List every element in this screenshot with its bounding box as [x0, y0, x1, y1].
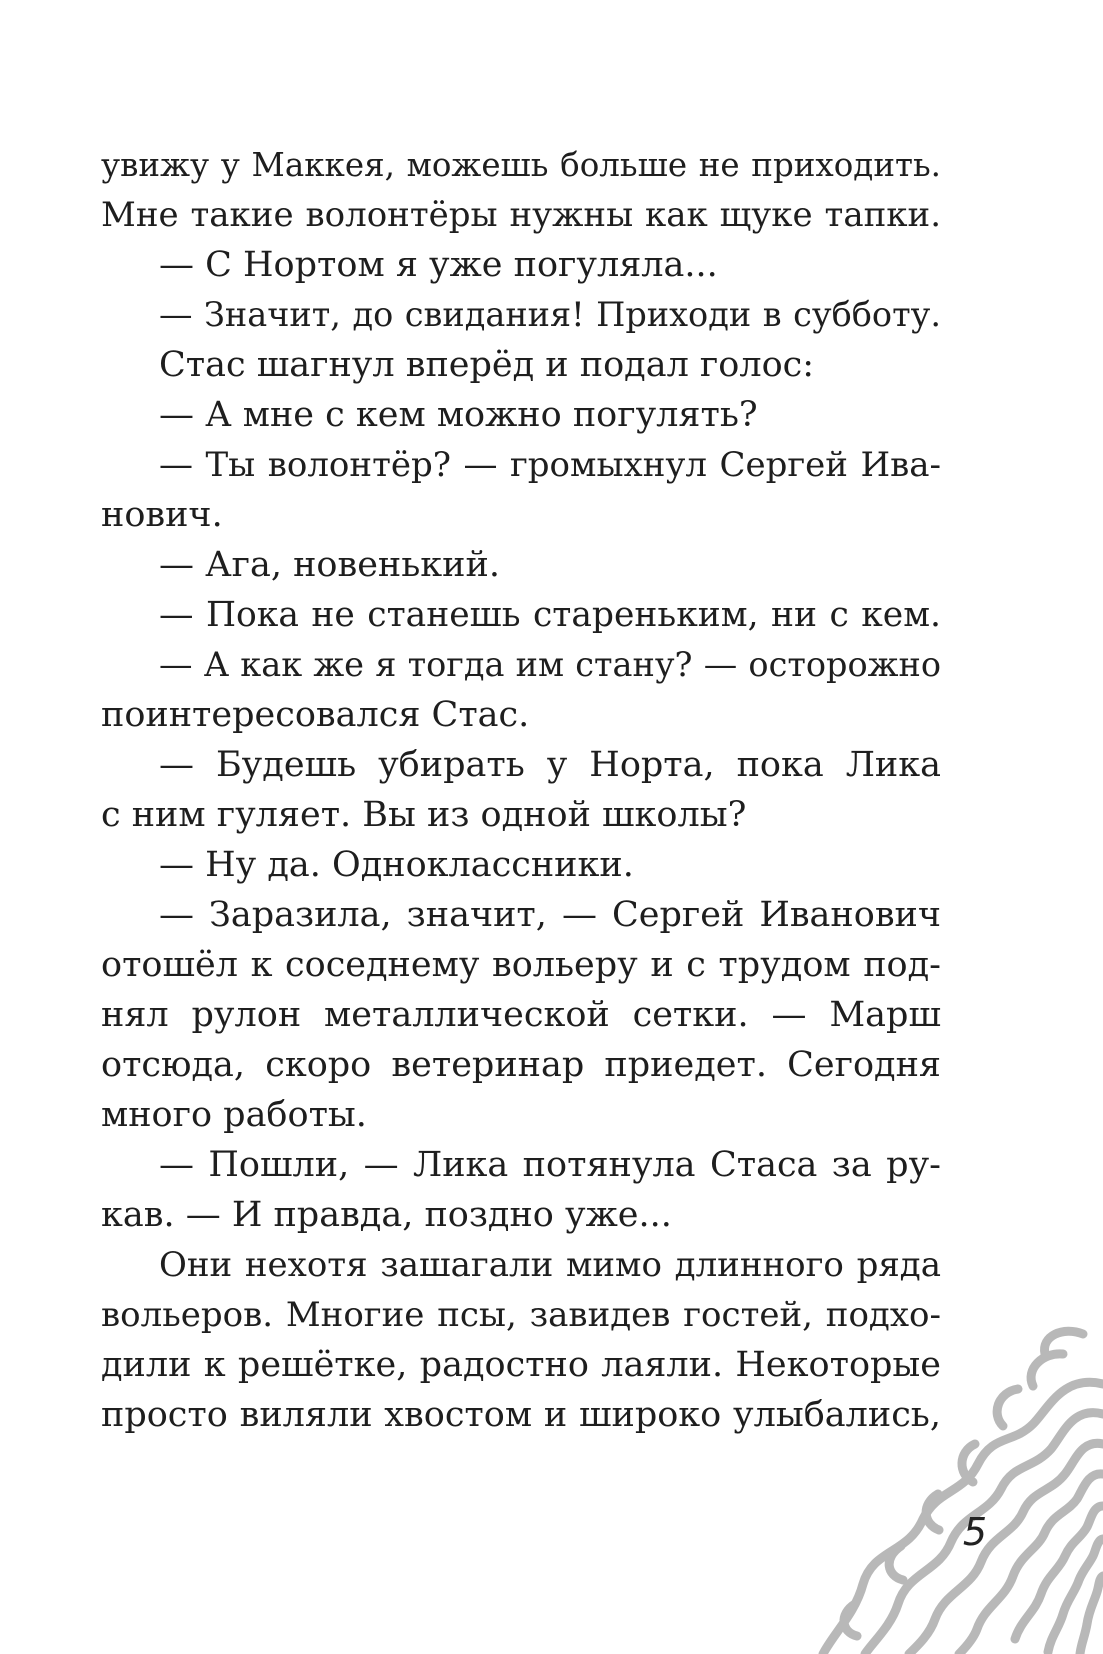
text-line: — Заразила, значит, — Сергей Иванович [159, 895, 941, 935]
text-line: увижу у Маккея, можешь больше не приходить. [101, 146, 941, 184]
text-line: — А как же я тогда им стану? — осторожно [159, 645, 941, 684]
text-line: — Будешь убирать у Норта, пока Лика [159, 745, 941, 785]
text-line: — Ну да. Одноклассники. [159, 845, 634, 885]
page-body-text [101, 140, 941, 1440]
swirl-ornament-icon [763, 1314, 1103, 1654]
text-line: Стас шагнул вперёд и подал голос: [159, 345, 815, 385]
page-number: 5 [962, 1510, 988, 1554]
text-line: нял рулон металлической сетки. — Марш [101, 995, 941, 1035]
text-line: — С Нортом я уже погуляла... [159, 245, 718, 285]
text-line: отошёл к соседнему вольеру и с трудом под- [101, 945, 941, 985]
text-line: просто виляли хвостом и широко улыбались, [101, 1395, 941, 1435]
text-line: отсюда, скоро ветеринар приедет. Сегодня [101, 1045, 941, 1085]
text-line: — Ты волонтёр? — громыхнул Сергей Ива- [159, 445, 941, 485]
text-line: Они нехотя зашагали мимо длинного ряда [159, 1245, 941, 1285]
text-line: — Ага, новенький. [159, 545, 500, 585]
text-line: с ним гуляет. Вы из одной школы? [101, 795, 747, 835]
text-line: — Пока не станешь стареньким, ни с кем. [159, 595, 941, 635]
text-line: — Значит, до свидания! Приходи в субботу. [159, 295, 941, 334]
text-line: дили к решётке, радостно лаяли. Некоторые [101, 1345, 941, 1385]
text-line: — Пошли, — Лика потянула Стаса за ру- [159, 1145, 941, 1185]
text-line: поинтересовался Стас. [101, 695, 530, 735]
text-line: кав. — И правда, поздно уже... [101, 1195, 672, 1235]
text-line: нович. [101, 495, 223, 535]
text-line: Мне такие волонтёры нужны как щуке тапки. [101, 195, 941, 235]
text-line: много работы. [101, 1095, 367, 1135]
text-line: вольеров. Многие псы, завидев гостей, подхо- [101, 1295, 941, 1335]
text-line: — А мне с кем можно погулять? [159, 395, 758, 435]
